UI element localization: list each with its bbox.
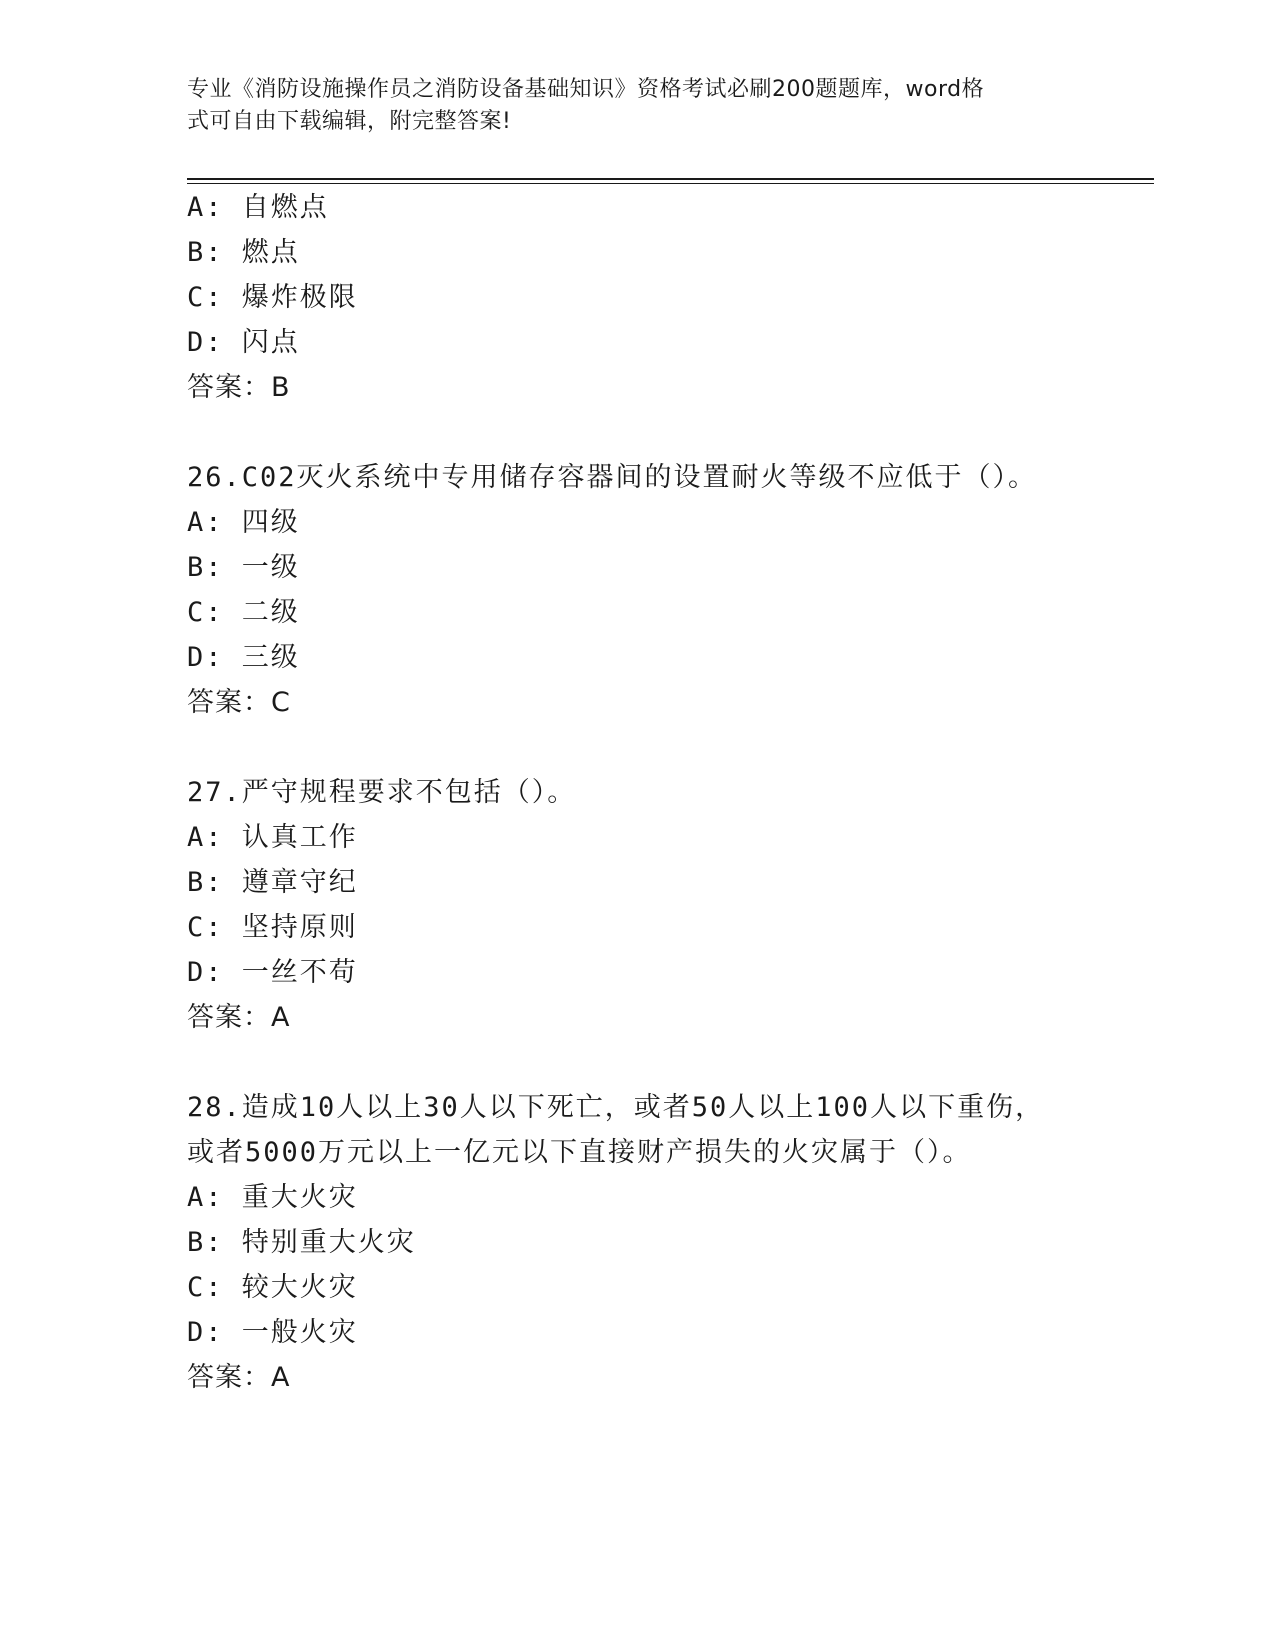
q27-question: 27.严守规程要求不包括（）。	[187, 777, 577, 808]
q26-answer: 答案：C	[187, 687, 291, 718]
q26-option-d: D: 三级	[187, 642, 300, 673]
q26-option-c: C: 二级	[187, 597, 300, 628]
q28-option-c: C: 较大火灾	[187, 1272, 358, 1303]
q27-option-a: A: 认真工作	[187, 822, 358, 853]
q25-option-b: B: 燃点	[187, 237, 300, 268]
q25-option-c: C: 爆炸极限	[187, 282, 358, 313]
q25-answer: 答案：B	[187, 372, 291, 403]
header-divider-thick	[187, 178, 1154, 180]
q26-option-a: A: 四级	[187, 507, 300, 538]
q28-question-line-2: 或者5000万元以上一亿元以下直接财产损失的火灾属于（）。	[187, 1137, 972, 1168]
q28-question-line-1: 28.造成10人以上30人以下死亡，或者50人以上100人以下重伤，	[187, 1092, 1045, 1123]
q26-question: 26.C02灭火系统中专用储存容器间的设置耐火等级不应低于（）。	[187, 462, 1038, 493]
q28-option-a: A: 重大火灾	[187, 1182, 358, 1213]
q27-option-d: D: 一丝不苟	[187, 957, 358, 988]
q25-option-d: D: 闪点	[187, 327, 300, 358]
q28-option-d: D: 一般火灾	[187, 1317, 358, 1348]
header-divider-thin	[187, 183, 1154, 184]
header-line-2: 式可自由下载编辑，附完整答案!	[187, 109, 512, 134]
header-line-1: 专业《消防设施操作员之消防设备基础知识》资格考试必刷200题题库，word格	[187, 77, 985, 102]
q25-option-a: A: 自燃点	[187, 192, 329, 223]
q27-option-b: B: 遵章守纪	[187, 867, 358, 898]
q27-answer: 答案：A	[187, 1002, 291, 1033]
q26-option-b: B: 一级	[187, 552, 300, 583]
q27-option-c: C: 坚持原则	[187, 912, 358, 943]
document-header	[187, 74, 1087, 138]
q28-option-b: B: 特别重大火灾	[187, 1227, 416, 1258]
q28-answer: 答案：A	[187, 1362, 291, 1393]
